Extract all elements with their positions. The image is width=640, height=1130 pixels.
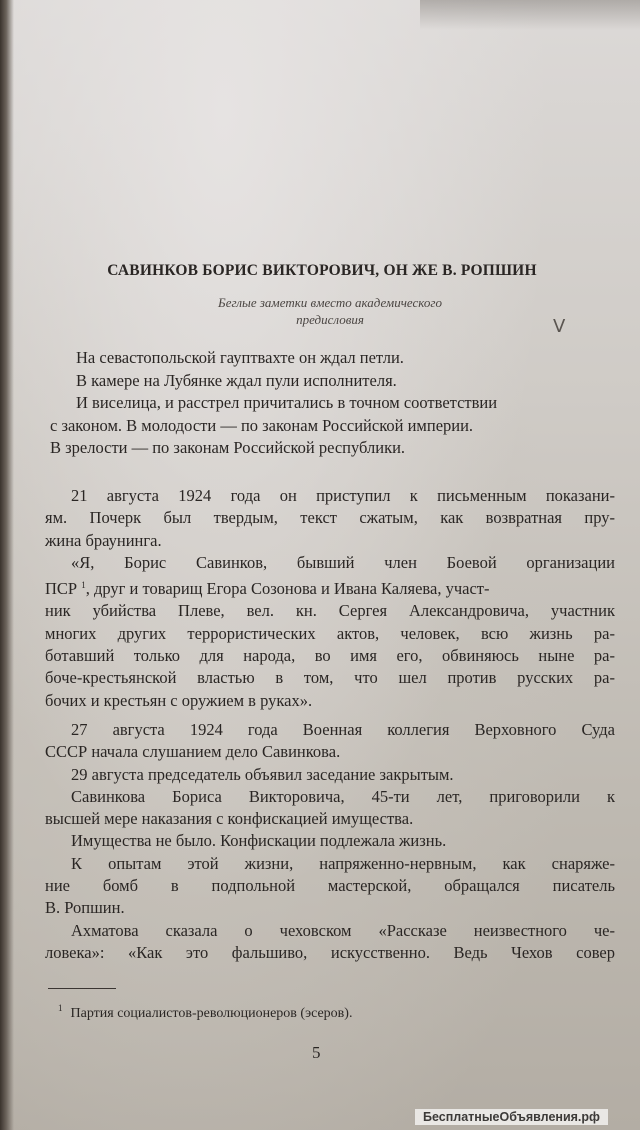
text-line: ям. Почерк был твердым, текст сжатым, как возвратная пру- <box>45 508 615 528</box>
text-line: «Я, Борис Савинков, бывший член Боевой организации <box>71 552 615 572</box>
paragraph-trial <box>45 719 615 964</box>
text-line: 29 августа председатель объявил заседание закрытым. <box>71 764 454 784</box>
text-line: многих других террористических актов, человек, всю жизнь ра- <box>45 623 615 643</box>
text-line: высшей мере наказания с конфискацией имущества. <box>45 809 414 829</box>
text-line <box>45 574 615 600</box>
footnote-mark: 1 <box>58 1003 63 1013</box>
text-line: Савинкова Бориса Викторовича, 45-ти лет, приговорили к <box>71 786 615 806</box>
text-line: СССР начала слушанием дело Савинкова. <box>45 742 341 762</box>
text-fragment: , друг и товарищ Егора Созонова и Ивана Каляева, участ- <box>85 579 490 599</box>
site-watermark: БесплатныеОбъявления.рф <box>415 1109 608 1125</box>
book-spine-shadow <box>0 0 14 1130</box>
chapter-subtitle <box>140 294 520 328</box>
epigraph-line: И виселица, и расстрел причитались в точном соответствии <box>76 393 498 412</box>
text-line: К опытам этой жизни, напряженно-нервным, как снаряже- <box>71 853 615 873</box>
text-line: жина браунинга. <box>45 530 162 550</box>
text-line: Ахматова сказала о чеховском «Рассказе неизвестного че- <box>71 920 615 940</box>
page-corner-shadow <box>420 0 640 30</box>
page-number: 5 <box>312 1043 321 1062</box>
epigraph-line: В зрелости — по законам Российской республики. <box>50 438 406 457</box>
text-line: 21 августа 1924 года он приступил к письменным показани- <box>71 486 615 505</box>
epigraph-line: с законом. В молодости — по законам Российской империи. <box>50 415 474 435</box>
text-line: ботавший только для народа, во имя его, обвиняюсь ныне ра- <box>45 646 615 666</box>
text-line: 27 августа 1924 года Военная коллегия Верховного Суда <box>71 720 615 739</box>
footnote-text: Партия социалистов-революционеров (эсеров). <box>70 1006 353 1021</box>
chapter-title: САВИНКОВ БОРИС ВИКТОРОВИЧ, ОН ЖЕ В. РОПШИН <box>107 262 537 279</box>
text-line: ние бомб в подпольной мастерской, обращался писатель <box>45 876 615 896</box>
subtitle-line: Беглые заметки вместо академического <box>218 295 442 310</box>
footnote-divider <box>48 988 116 989</box>
text-line: В. Ропшин. <box>45 898 125 918</box>
text-line: боче-крестьянской властью в том, что шел против русских ра- <box>45 668 615 688</box>
text-line: ник убийства Плеве, вел. кн. Сергея Александровича, участник <box>45 601 615 621</box>
epigraph <box>50 347 605 460</box>
text-line: бочих и крестьян с оружием в руках». <box>45 690 313 710</box>
text-line: Имущества не было. Конфискации подлежала жизнь. <box>71 831 447 851</box>
footnote-reference: 1 <box>81 580 86 591</box>
epigraph-line: В камере на Лубянке ждал пули исполнителя. <box>76 370 397 390</box>
footnote <box>58 1003 352 1022</box>
epigraph-line: На севастопольской гауптвахте он ждал петли. <box>76 348 404 367</box>
subtitle-line: предисловия <box>296 312 364 327</box>
handwritten-check-mark: V <box>553 316 566 337</box>
abbreviation-psr: ПСР <box>45 579 78 599</box>
paragraph-testimony <box>45 485 615 712</box>
text-line: ловека»: «Как это фальшиво, искусственно. Ведь Чехов совер <box>45 942 615 962</box>
